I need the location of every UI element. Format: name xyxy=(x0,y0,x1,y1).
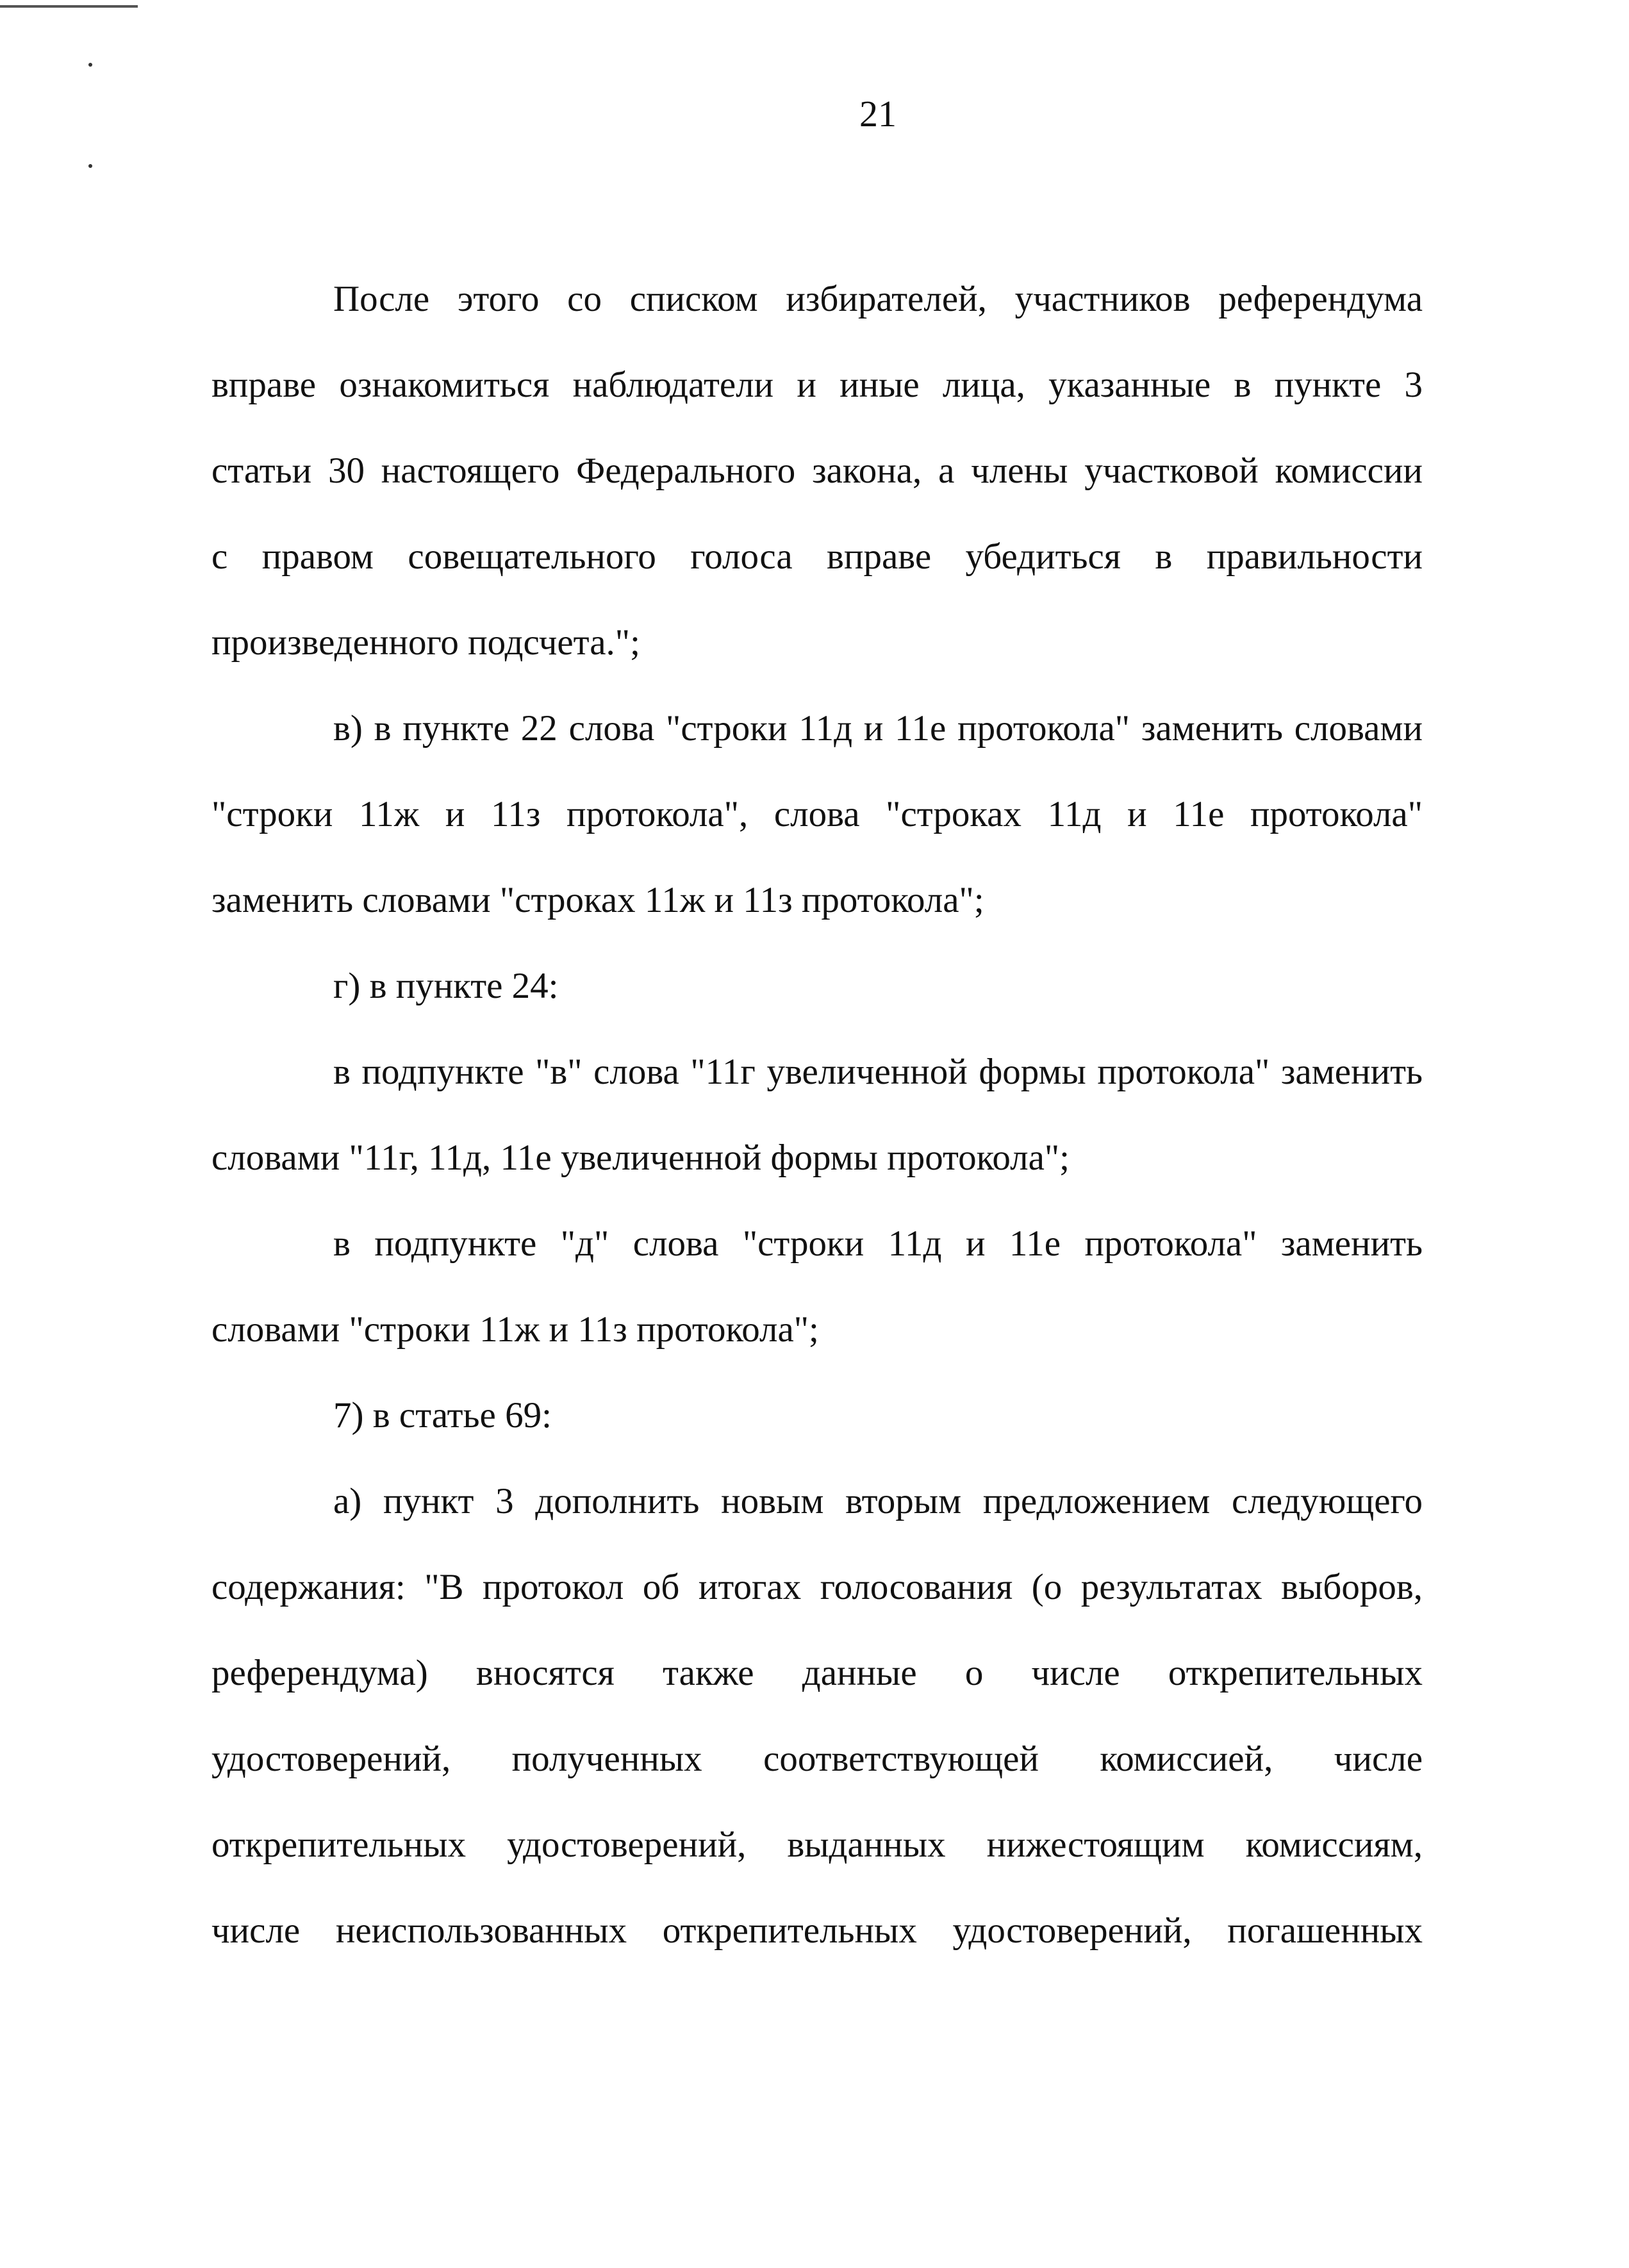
text-line: словами "11г, 11д, 11е увеличенной формы протокола"; xyxy=(211,1138,1070,1178)
text-line: в) в пункте 22 слова "строки 11д и 11е протокола" заменить словами xyxy=(333,708,1423,749)
page-number: 21 xyxy=(859,93,897,135)
text-line: г) в пункте 24: xyxy=(333,966,559,1006)
scan-speck xyxy=(88,63,92,67)
text-line: в подпункте "д" слова "строки 11д и 11е протокола" заменить xyxy=(333,1223,1423,1264)
text-line: После этого со списком избирателей, участников референдума xyxy=(333,279,1423,319)
text-line: в подпункте "в" слова "11г увеличенной формы протокола" заменить xyxy=(333,1052,1423,1092)
text-line: заменить словами "строках 11ж и 11з протокола"; xyxy=(211,880,984,920)
text-line: произведенного подсчета."; xyxy=(211,622,640,663)
text-line: вправе ознакомиться наблюдатели и иные лица, указанные в пункте 3 xyxy=(211,365,1423,405)
scan-edge-line xyxy=(0,5,138,8)
text-line: 7) в статье 69: xyxy=(333,1395,552,1436)
text-line: а) пункт 3 дополнить новым вторым предложением следующего xyxy=(333,1481,1423,1521)
text-line: содержания: "В протокол об итогах голосования (о результатах выборов, xyxy=(211,1567,1423,1607)
text-line: с правом совещательного голоса вправе убедиться в правильности xyxy=(211,536,1423,577)
document-body xyxy=(211,256,1423,1974)
text-line: числе неиспользованных открепительных удостоверений, погашенных xyxy=(211,1910,1423,1951)
scan-speck xyxy=(88,164,92,168)
text-line: удостоверений, полученных соответствующей комиссией, числе xyxy=(211,1739,1423,1779)
text-line: "строки 11ж и 11з протокола", слова "строках 11д и 11е протокола" xyxy=(211,794,1423,834)
text-line: открепительных удостоверений, выданных нижестоящим комиссиям, xyxy=(211,1825,1423,1865)
text-line: словами "строки 11ж и 11з протокола"; xyxy=(211,1309,819,1350)
text-line: статьи 30 настоящего Федерального закона, а члены участковой комиссии xyxy=(211,451,1423,491)
text-line: референдума) вносятся также данные о числе открепительных xyxy=(211,1653,1423,1693)
